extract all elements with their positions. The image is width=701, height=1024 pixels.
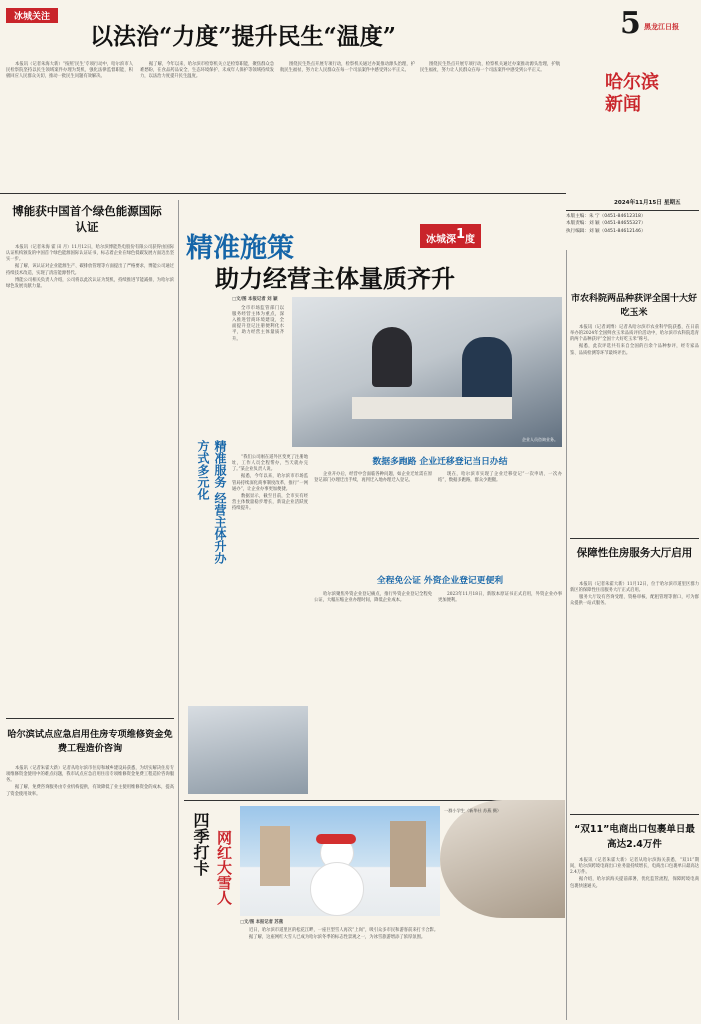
lead-paragraph: 据了解，今年以来，哈尔滨市检察机关立足检察职能，聚焦群众急难愁盼，在食品药品安全、生态环境保护、未成年人保护等领域持续发力，以法治力度提升民生温度。 [140, 62, 274, 80]
editor-contacts [566, 213, 699, 245]
building [390, 821, 426, 887]
feature-sub2-col-2 [438, 592, 562, 792]
feature-headline-sub: 助力经营主体量质齐升 [215, 264, 455, 293]
left-headline-2: 哈尔滨试点应急启用住房专项维修资金免费工程造价咨询 [7, 729, 173, 754]
column-tag [420, 224, 555, 250]
bottom-paragraph: 据了解，这座网红大雪人已成为哈尔滨冬季的标志性景观之一，为冰雪旅游增添了浓厚氛围。 [249, 935, 426, 941]
service-hall-photo [188, 706, 308, 794]
feature-sub1-col-2 [438, 472, 562, 572]
section-title-text: 哈尔滨新闻 [605, 72, 659, 115]
bottom-paragraph: 近日，哈尔滨市道里区的松花江畔，一座巨型雪人再次“上岗”，吸引众多市民和游客前来打卡合影。 [249, 928, 439, 934]
right-paragraph: 据介绍，哈尔滨海关提前部署，优化监管流程，保障跨境电商包裹快速通关。 [570, 877, 699, 889]
lead-paragraph: 围绕民生热点开展专项行动，检察机关通过办案推动源头治理，护航民生福祉，努力让人民群众在每一个司法案件中感受到公平正义。 [420, 62, 560, 74]
left-headline: 博能获中国首个绿色能源国际认证 [12, 204, 162, 234]
lead-story-col-2 [140, 62, 274, 187]
right-headline-3: “双11”电商出口包裹单日最高达2.4万件 [574, 824, 695, 850]
snowman-hat [316, 834, 356, 844]
column-tag-text: 冰城深 [426, 234, 456, 246]
snowman-photo [240, 806, 440, 916]
feature-body [232, 455, 308, 715]
lead-story-col-1 [6, 62, 133, 187]
issue-date: 2024年11月15日 星期五 [614, 200, 681, 206]
left-story-body [6, 245, 174, 715]
right-paragraph: 本报讯（记者朱霍大新）11月12日，位于哈尔滨市道里区群力新区的保障性住房服务大厅正式启用。 [570, 582, 699, 594]
left-story-body-2 [6, 766, 174, 1016]
lead-story-col-4 [420, 62, 560, 187]
photo-caption: 企业人员咨询业务。 [522, 437, 558, 442]
feature-sub-2: 全程免公证 外资企业登记更便利 [376, 576, 504, 586]
feature-photo [292, 297, 562, 447]
bottom-title-b: 网红大雪人 [215, 830, 233, 905]
masthead: 黑龙江日报 [644, 23, 679, 31]
right-headline-2: 保障性住房服务大厅启用 [576, 547, 693, 559]
lead-paragraph: 本报讯（记者朱海大新）“按照‘民生’专项行动中，哈尔滨市人民检察院坚持以民生领域案件办理为契机，强化法律监督职能，积极回应人民群众关切，推动一批民生问题有效解决。 [6, 62, 133, 80]
bottom-feature-body [240, 920, 450, 1018]
section-title [605, 72, 695, 115]
left-paragraph: 据了解，该认证对企业能源生产、碳排放管理等方面提出了严格要求，博能公司通过持续技术改造，实现了清洁能源替代。 [6, 264, 174, 276]
children-photo [440, 800, 565, 918]
contact-line: 执行编辑：刘 颖（0451-84612146） [566, 228, 646, 234]
left-paragraph: 本报讯（记者朱海 霍 田 月）11月12日，哈尔滨博能热电股份有限公司获得由国际认证机构颁发的中国首个绿色能源国际认证证书，标志着企业在绿色低碳发展方面迈出坚实一步。 [6, 245, 174, 263]
contact-line: 本版主编：朱 宁（0451-84612318） [566, 214, 646, 219]
feature-paragraph: 哈尔滨聚焦外资企业登记痛点，推行外资企业登记全程免公证，大幅压缩企业办理时间，降低企业成本。 [314, 592, 432, 604]
snowman-body [310, 862, 364, 916]
feature-sub1-col-1 [314, 472, 432, 572]
left-paragraph: 博能公司相关负责人介绍，公司将以此次认证为契机，持续推进节能减排，为哈尔滨绿色发展贡献力量。 [6, 277, 174, 289]
feature-paragraph: 数据显示，截至目前，全市实有经营主体数量稳步增长，新设企业活跃度持续提升。 [232, 493, 308, 512]
feature-paragraph: 现在，哈尔滨市实现了企业迁移登记“一次申请、一次办结”，数据多跑路，群众少跑腿。 [438, 472, 562, 484]
right-paragraph: 服务大厅设有咨询受理、资格审核、配租管理等窗口，可为群众提供一站式服务。 [570, 595, 699, 607]
lead-headline: 以法治“力度”提升民生“温度” [90, 23, 396, 50]
feature-intro-text: 全市市场监管部门以服务经营主体为重点，深入推进营商环境建设，全面提升登记注册便利化水平，助力经营主体量质齐升。 [232, 306, 284, 342]
feature-side-title: 精准服务 经营主体升办方式多元化 [196, 440, 227, 565]
building [260, 826, 290, 886]
person-figure [372, 327, 412, 387]
feature-paragraph: 企业开办后，经营中会面临各种问题，如企业迁址需在原登记部门办理迁出手续，再到迁入地办理迁入登记。 [314, 472, 432, 484]
right-story-body-3 [570, 858, 699, 1018]
right-story-body [570, 325, 699, 525]
right-paragraph: 本报讯（记者刘博）记者从哈尔滨市农业科学院获悉，在日前举办的2024年全国鲜食玉米品质评价活动中，哈尔滨市农科院选育的两个品种获评“全国十大好吃玉米”称号。 [570, 325, 699, 343]
feature-paragraph: 据悉，今年以来，哈尔滨市市场监管局持续深化商事制度改革，推行“一网通办”，让企业办事更加便捷。 [232, 474, 308, 492]
right-paragraph: 据悉，此次评选共有来自全国的百余个品种参评，经专家品鉴、品质检测等环节最终评出。 [570, 344, 699, 356]
bottom-byline: □文/图 本报记者 苏燕 [240, 920, 283, 925]
right-headline: 市农科院两品种获评全国十大好吃玉米 [570, 294, 697, 318]
page-number: 5 [620, 6, 641, 41]
children-photo-caption: 一群小学生（新华社 苏燕 摄） [444, 808, 502, 813]
lead-paragraph: 围绕民生热点开展专项行动，检察机关通过办案推动源头治理，护航民生福祉，努力让人民群众在每一个司法案件中感受到公平正义。 [280, 62, 415, 74]
feature-intro [232, 297, 284, 447]
left-paragraph: 本报讯（记者朱霍大新）记者从哈尔滨市住房和城乡建设局获悉，为切实解决住房专项维修资金使用中的难点问题，我市试点应急启用住房专项维修资金免费工程造价咨询服务。 [6, 766, 174, 784]
left-paragraph: 据了解，免费咨询服务由专业机构提供，有效降低了业主使用维修资金的成本，提高了资金使用效率。 [6, 785, 174, 797]
lead-story-col-3 [280, 62, 415, 187]
column-tag-super: 1 [456, 227, 466, 242]
feature-paragraph: 2023年11月18日，新版本原证书正式启用，外资企业办事更加便利。 [438, 592, 562, 604]
feature-paragraph: “我们公司刚在道外区变更了注册地址，工作人员全程帮办，当天就办完了。”某企业负责人说。 [232, 455, 308, 473]
bottom-title-a: 四季打卡 [191, 812, 210, 876]
feature-byline: □文/图 本报记者 刘 颖 [232, 297, 278, 302]
column-tag-suffix: 度 [465, 234, 476, 246]
feature-sub2-col-1 [314, 592, 432, 792]
right-story-body-2 [570, 582, 699, 802]
contact-line: 本版责编：刘 颖（0451-84655327） [566, 221, 646, 227]
desk [352, 397, 512, 419]
right-paragraph: 本报讯（记者朱霍大新）记者从哈尔滨海关获悉，“双11”期间，哈尔滨跨境电商出口业务量持续增长，电商出口包裹单日最高达2.4万件。 [570, 858, 699, 876]
feature-headline-big: 精准施策 [186, 233, 294, 264]
section-tag: 冰城关注 [6, 4, 106, 17]
feature-sub-1: 数据多跑路 企业迁移登记当日办结 [372, 457, 508, 467]
